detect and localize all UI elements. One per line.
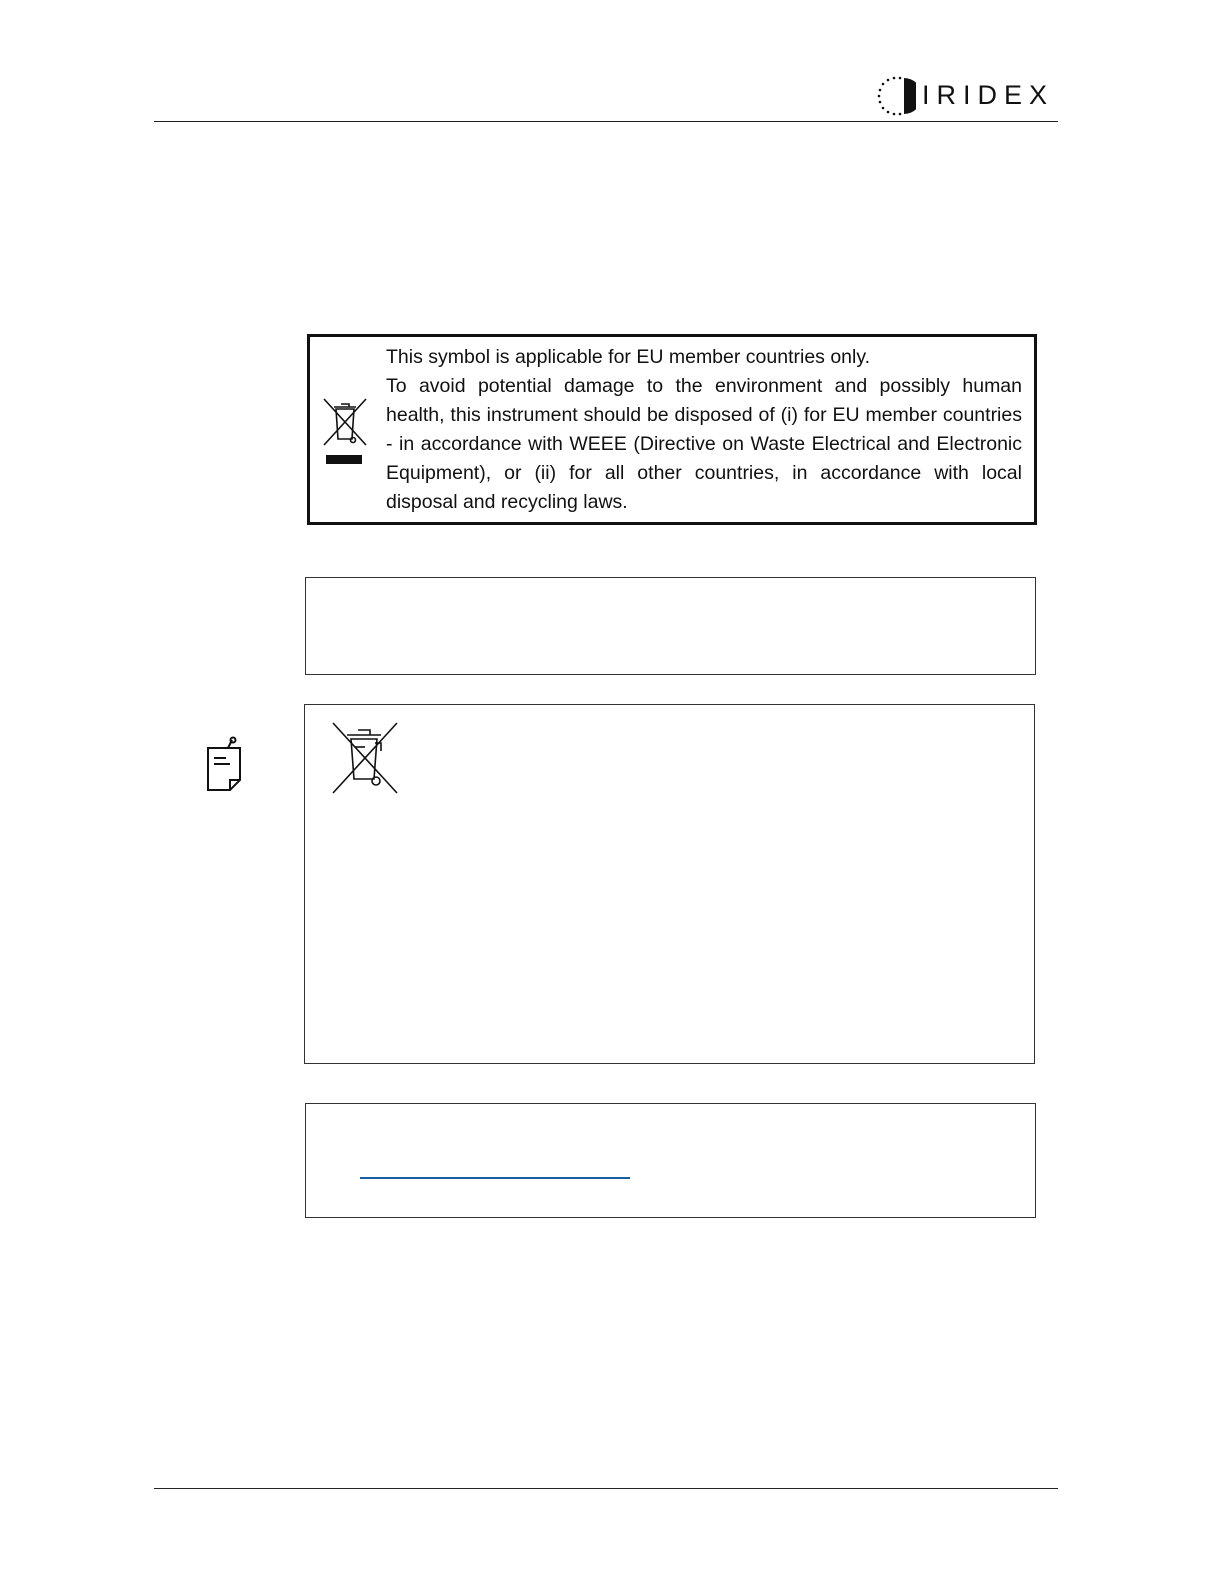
crossed-out-wheeled-bin-icon — [331, 721, 399, 795]
logo-text: IRIDEX — [922, 80, 1055, 110]
empty-notice-box — [305, 577, 1036, 675]
link-box — [305, 1103, 1036, 1218]
link-underline[interactable] — [360, 1177, 630, 1179]
disposal-notice-line2: To avoid potential damage to the environment and possibly human health, this instrument should be disposed of (i) for EU member countries - in accordance with WEEE (Directive on Waste Electrical and Electronic Equipment), or (ii) for all other countries, in accordance with local disposal and recycling laws. — [386, 375, 1022, 513]
disposal-notice-box — [307, 334, 1037, 525]
weee-note-box — [304, 704, 1035, 1064]
disposal-notice-text — [386, 343, 1022, 517]
iridex-logo — [876, 74, 1066, 118]
crossed-out-wheeled-bin-icon — [322, 395, 368, 465]
footer-rule — [154, 1488, 1058, 1489]
logo-mark-icon — [876, 74, 916, 118]
note-icon — [204, 736, 244, 794]
disposal-notice-line1: This symbol is applicable for EU member countries only. — [386, 346, 871, 368]
header-rule — [154, 121, 1058, 122]
